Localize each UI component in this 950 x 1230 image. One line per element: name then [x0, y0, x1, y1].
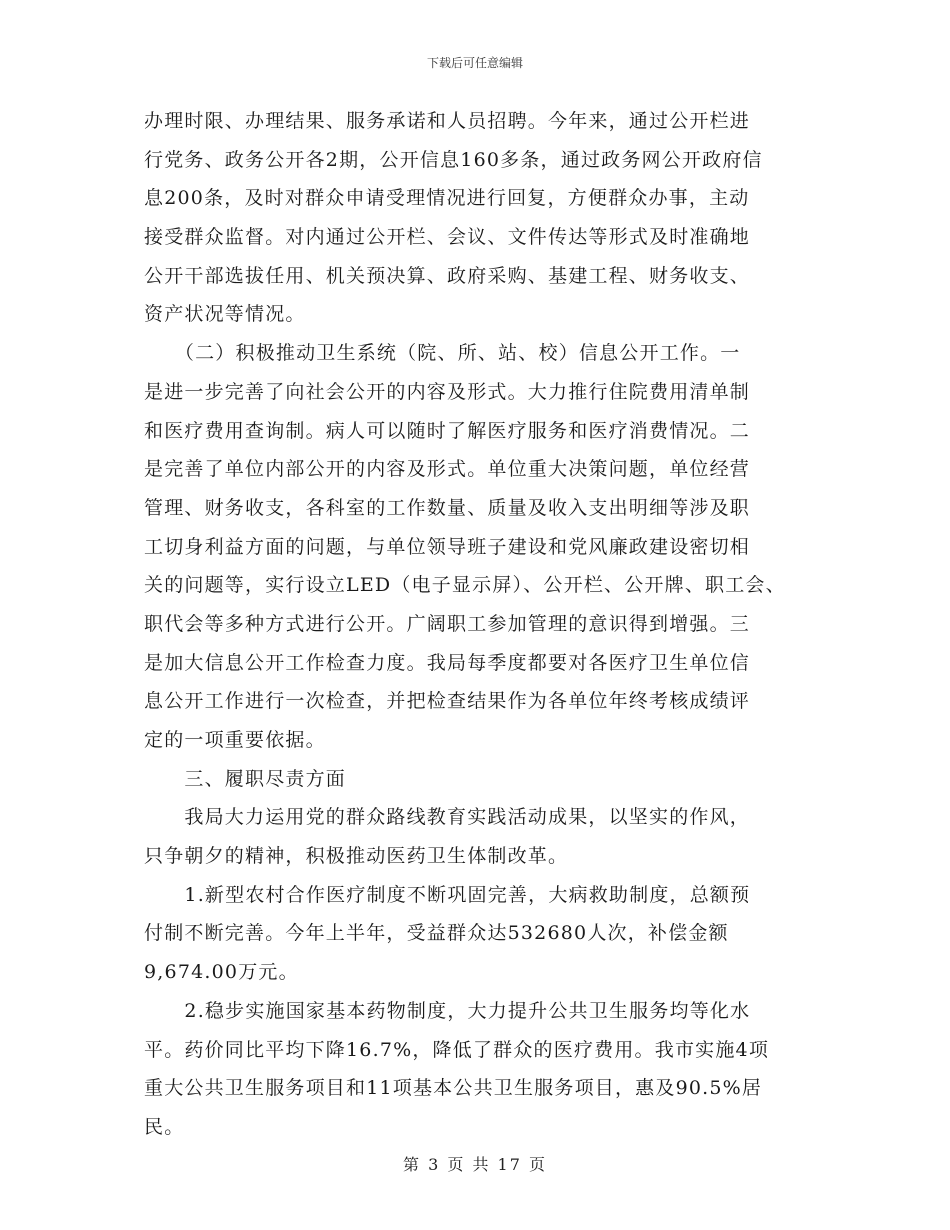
text-line: 我局大力运用党的群众路线教育实践活动成果，以坚实的作风，	[144, 806, 751, 829]
text-line: 息200条，及时对群众申请受理情况进行回复，方便群众办事，主动	[144, 187, 750, 210]
text-line: 平。药价同比平均下降16.7%，降低了群众的医疗费用。我市实施4项	[144, 1038, 770, 1061]
text-line: 是进一步完善了向社会公开的内容及形式。大力推行住院费用清单制	[144, 380, 751, 403]
text-line: 付制不断完善。今年上半年，受益群众达532680人次，补偿金额	[144, 922, 729, 945]
text-line: 接受群众监督。对内通过公开栏、会议、文件传达等形式及时准确地	[144, 226, 751, 249]
text-line: 工切身利益方面的问题，与单位领导班子建设和党风廉政建设密切相	[144, 535, 751, 558]
text-line: 公开干部选拔任用、机关预决算、政府采购、基建工程、财务收支、	[144, 264, 751, 287]
page-footer: 第 3 页 共 17 页	[403, 1155, 547, 1174]
text-line: 民。	[144, 1115, 185, 1138]
section-heading: 三、履职尽责方面	[144, 767, 347, 790]
text-line: 是加大信息公开工作检查力度。我局每季度都要对各医疗卫生单位信	[144, 651, 751, 674]
text-line: 重大公共卫生服务项目和11项基本公共卫生服务项目，惠及90.5%居	[144, 1077, 763, 1100]
text-line: 关的问题等，实行设立LED（电子显示屏）、公开栏、公开牌、职工会、	[144, 574, 786, 597]
text-line: 管理、财务收支，各科室的工作数量、质量及收入支出明细等涉及职	[144, 496, 751, 519]
text-line: 9,674.00万元。	[144, 961, 299, 984]
document-body	[144, 102, 824, 1147]
text-line: 2.稳步实施国家基本药物制度，大力提升公共卫生服务均等化水	[144, 999, 751, 1022]
text-line: 职代会等多种方式进行公开。广阔职工参加管理的意识得到增强。三	[144, 612, 751, 635]
text-line: 资产状况等情况。	[144, 303, 306, 326]
text-line: （二）积极推动卫生系统（院、所、站、校）信息公开工作。一	[144, 342, 741, 365]
text-line: 定的一项重要依据。	[144, 729, 326, 751]
text-line: 只争朝夕的精神，积极推动医药卫生体制改革。	[144, 845, 569, 868]
text-line: 是完善了单位内部公开的内容及形式。单位重大决策问题，单位经营	[144, 458, 751, 481]
page-header: 下载后可任意编辑	[426, 56, 523, 70]
text-line: 行党务、政务公开各2期，公开信息160多条，通过政务网公开政府信	[144, 148, 763, 171]
text-line: 息公开工作进行一次检查，并把检查结果作为各单位年终考核成绩评	[144, 690, 751, 713]
text-line: 1.新型农村合作医疗制度不断巩固完善，大病救助制度，总额预	[144, 883, 751, 906]
text-line: 办理时限、办理结果、服务承诺和人员招聘。今年来，通过公开栏进	[144, 110, 751, 132]
text-line: 和医疗费用查询制。病人可以随时了解医疗服务和医疗消费情况。二	[144, 419, 751, 442]
